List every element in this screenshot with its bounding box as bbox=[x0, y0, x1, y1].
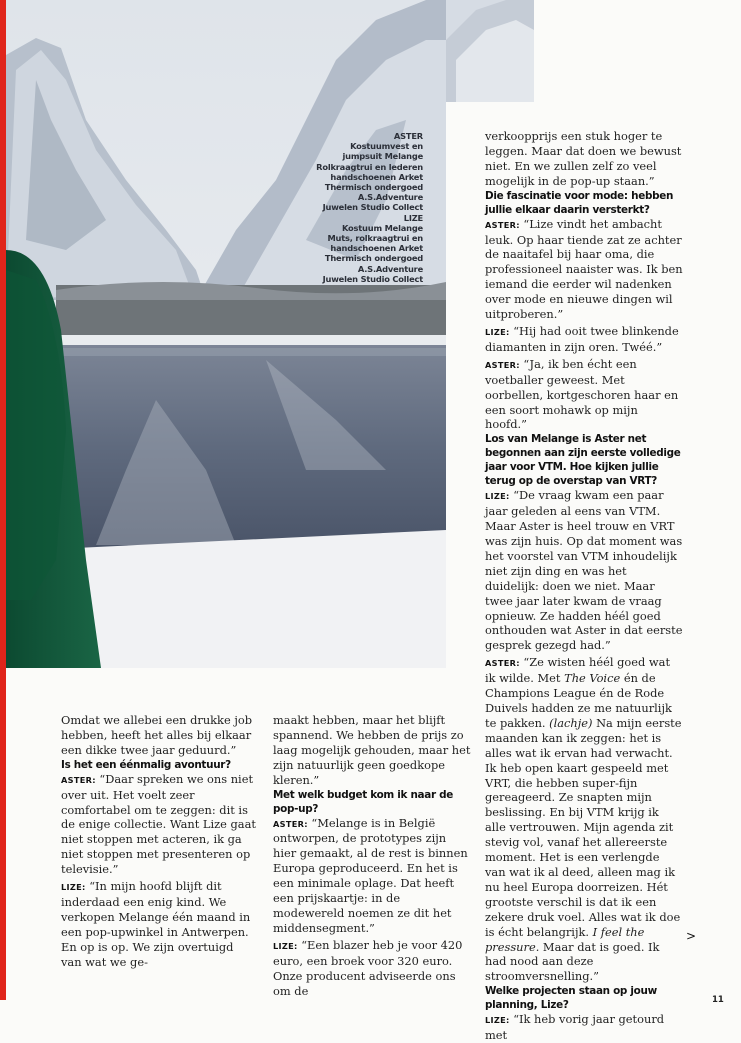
speaker-label: ASTER: bbox=[485, 219, 520, 230]
paragraph: maakt hebben, maar het blijft spannend. We hebben de prijs zo laag mogelijk gehouden, maar het zijn natuurlijk geen goedkope kleren.” bbox=[273, 713, 471, 787]
answer-paragraph bbox=[61, 772, 256, 877]
speaker-label: ASTER: bbox=[485, 359, 520, 370]
answer-text: “Ja, ik ben écht een voetballer geweest. Met oorbellen, kortgeschoren haar en een soort mohawk op mijn hoofd.” bbox=[485, 356, 679, 432]
cover-photo-top-extension bbox=[446, 0, 534, 102]
paragraph: verkoopprijs een stuk hoger te leggen. Maar dat doen we bewust niet. En we zullen zelf zo veel mogelijk in de pop-up staan.” bbox=[485, 129, 682, 188]
answer-text: “Ik heb vorig jaar getourd met bbox=[485, 1012, 665, 1043]
credit-line: Thermisch ondergoed bbox=[324, 182, 423, 193]
credit-line: Kostuum Melange bbox=[341, 222, 423, 233]
credit-line: Juwelen Studio Collect bbox=[322, 202, 423, 213]
italic-title: The Voice bbox=[564, 671, 621, 686]
credit-line: Thermisch ondergoed bbox=[324, 253, 423, 264]
credit-line: Juwelen Studio Collect bbox=[322, 273, 423, 284]
answer-text: “Daar spreken we ons niet over uit. Het voelt zeer comfortabel om te zeggen: dit is de enige collectie. Want Lize gaat niet stoppen met acteren, ik ga niet stoppen met presenteren op televisie.” bbox=[61, 771, 256, 877]
credit-line: Rolkraagtrui en lederen bbox=[316, 161, 423, 172]
answer-paragraph bbox=[485, 217, 683, 322]
cover-photo bbox=[6, 0, 446, 668]
credit-line: A.S.Adventure bbox=[357, 263, 423, 274]
credit-line: A.S.Adventure bbox=[357, 192, 423, 203]
continue-arrow-icon: > bbox=[686, 929, 697, 943]
answer-text: “In mijn hoofd blijft dit inderdaad een enig kind. We verkopen Melange één maand in een pop-upwinkel in Antwerpen. En op is op. We zijn overtuigd van wat we ge- bbox=[61, 879, 251, 969]
answer-paragraph bbox=[273, 938, 471, 999]
column-2 bbox=[273, 713, 471, 998]
credit-line: Kostuumvest en bbox=[350, 141, 423, 152]
speaker-label: LIZE: bbox=[61, 882, 86, 893]
photo-credits bbox=[293, 131, 423, 284]
answer-text: “Hij had ooit twee blinkende diamanten in zijn oren. Twéé.” bbox=[485, 323, 679, 354]
credit-line: Muts, rolkraagtrui en bbox=[327, 233, 423, 244]
question-heading: Die fascinatie voor mode: hebben jullie elkaar daarin versterkt? bbox=[485, 189, 674, 216]
column-1 bbox=[61, 713, 256, 970]
answer-paragraph bbox=[485, 655, 683, 984]
answer-paragraph bbox=[485, 1012, 683, 1043]
answer-paragraph bbox=[485, 357, 683, 433]
answer-paragraph bbox=[273, 816, 471, 936]
answer-text: Na mijn eerste maanden kan ik zeggen: het is alles wat ik ervan had verwacht. Ik heb open kaart gespeeld met VRT, die hebben super-fijn gereageerd. Ze snapten mijn beslissing. En bij VTM krijg ik alle vertrouwen. Mijn agenda zit stevig vol, vanaf het allereerste moment. Het is een verlengde van wat ik al deed, alleen mag ik nu heel Europa doorreizen. Hét grootste verschil is dat ik een zekere druk voel. Alles wat ik doe is écht belangrijk. bbox=[485, 715, 682, 939]
credit-line: handschoenen Arket bbox=[330, 171, 423, 182]
italic-phrase: I feel the pressure. bbox=[485, 924, 645, 954]
winter-lake-illustration bbox=[6, 0, 446, 668]
question-heading: Welke projecten staan op jouw planning, Lize? bbox=[485, 985, 657, 1012]
speaker-label: LIZE: bbox=[273, 940, 298, 951]
speaker-label: LIZE: bbox=[485, 491, 510, 502]
answer-text: én de Champions League én de Rode Duivels hadden ze me natuurlijk te pakken. bbox=[485, 671, 672, 730]
answer-text: “Een blazer heb je voor 420 euro, een broek voor 320 euro. Onze producent adviseerde ons om de bbox=[273, 937, 463, 998]
italic-aside: (lachje) bbox=[549, 715, 593, 730]
answer-text: “Melange is in België ontworpen, de prototypes zijn hier gemaakt, al de rest is binnen Europa geproduceerd. En het is een minimale oplage. Dat heeft een prijskaartje: in de modewereld noemen ze dit het middensegment.” bbox=[273, 815, 468, 935]
credit-line: LIZE bbox=[403, 212, 423, 223]
answer-text: “Ze wisten héél goed wat ik wilde. Met bbox=[485, 655, 671, 686]
credit-line: ASTER bbox=[393, 131, 423, 141]
speaker-label: ASTER: bbox=[61, 774, 96, 785]
paragraph: Omdat we allebei een drukke job hebben, heeft het alles bij elkaar een dikke twee jaar geduurd.” bbox=[61, 713, 253, 757]
answer-text: Maar dat is goed. Ik had nood aan deze stroomversnelling.” bbox=[485, 939, 660, 984]
speaker-label: LIZE: bbox=[485, 1015, 510, 1026]
answer-paragraph bbox=[485, 488, 683, 653]
question-heading: Met welk budget kom ik naar de pop-up? bbox=[273, 788, 453, 815]
speaker-label: ASTER: bbox=[273, 818, 308, 829]
answer-paragraph bbox=[61, 879, 256, 969]
credit-line: handschoenen Arket bbox=[330, 243, 423, 254]
answer-text: “Lize vindt het ambacht leuk. Op haar tiende zat ze achter de naaitafel bij haar oma, die professioneel naaister was. Ik ben iemand die eerder wil nadenken over mode en nieuwe dingen wil uitproberen.” bbox=[485, 216, 683, 322]
page-number: 11 bbox=[712, 995, 724, 1005]
answer-paragraph bbox=[485, 324, 683, 355]
speaker-label: ASTER: bbox=[485, 658, 520, 669]
question-heading: Is het een éénmalig avontuur? bbox=[61, 758, 231, 771]
question-heading: Los van Melange is Aster net begonnen aan zijn eerste volledige jaar voor VTM. Hoe kijken jullie terug op de overstap van VRT? bbox=[485, 433, 681, 488]
speaker-label: LIZE: bbox=[485, 326, 510, 337]
answer-text: “De vraag kwam een paar jaar geleden al eens van VTM. Maar Aster is heel trouw en VRT was zijn huis. Op dat moment was het voorstel van VTM inhoudelijk niet zijn ding en was het duidelijk: doen we niet. Maar twee jaar later kwam de vraag opnieuw. Ze hadden héél goed onthouden wat Aster in dat eerste gesprek gezegd had.” bbox=[485, 488, 683, 653]
credit-line: jumpsuit Melange bbox=[342, 151, 423, 162]
column-3 bbox=[485, 129, 683, 1043]
